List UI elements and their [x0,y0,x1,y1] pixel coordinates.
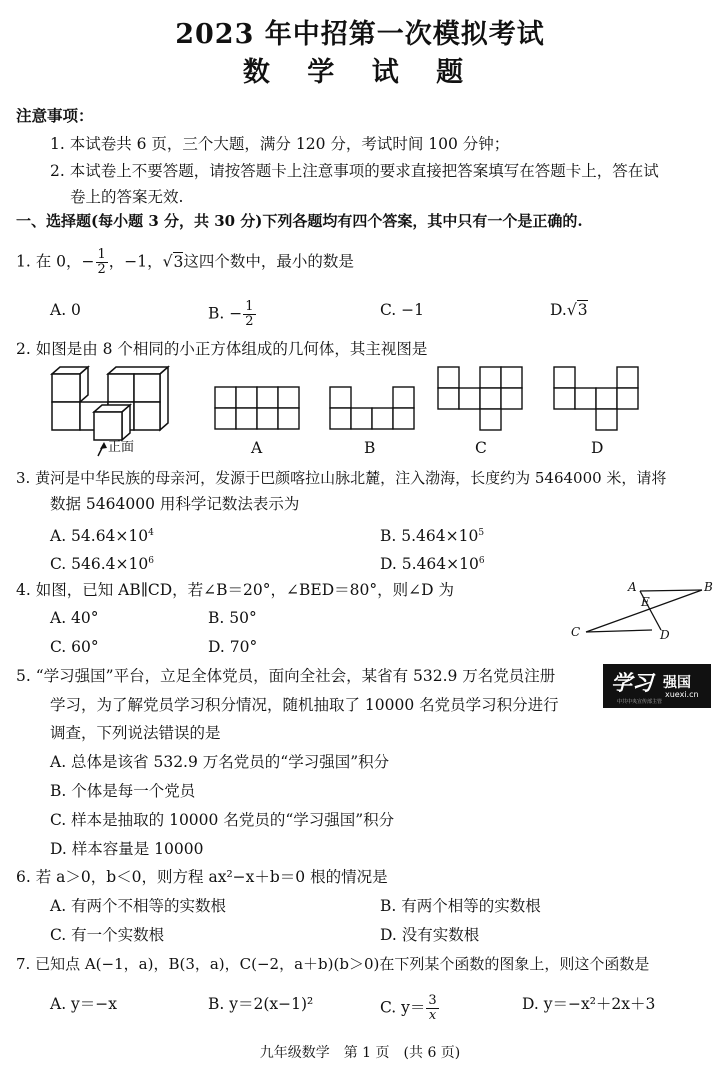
q4-option-b: B. 50° [208,609,257,627]
q2-stem: 2. 如图是由 8 个相同的小正方体组成的几何体，其主视图是 [16,340,428,358]
fig-label-a: A [628,580,637,594]
view-label-b: B [364,439,376,457]
q7-stem: 7. 已知点 A(−1，a)，B(3，a)，C(−2，a＋b)(b＞0)在下列某个函数的图象上，则这个函数是 [16,955,650,973]
q3-stem-line2: 数据 5464000 用科学记数法表示为 [50,495,300,513]
q7-option-c: C. y＝ $\frac{3}{x}$ [380,993,437,1023]
fig-label-c: C [571,625,581,639]
section-heading: 一、选择题(每小题 3 分，共 30 分)下列各题均有四个答案，其中只有一个是正确的. [16,212,583,230]
q6-option-c: C. 有一个实数根 [50,926,165,944]
front-label: 正面 [108,440,135,455]
q5-option-d: D. 样本容量是 10000 [50,840,204,858]
exam-title: 2023 年中招第一次模拟考试 [175,19,545,50]
notice-item-2-cont: 卷上的答案无效. [70,188,184,206]
q7-option-b: B. y＝2(x−1)² [208,995,314,1013]
fig-label-d: D [660,628,670,642]
q6-option-d: D. 没有实数根 [380,926,480,944]
q7-option-d: D. y＝−x²＋2x＋3 [522,995,656,1013]
q5-stem-line3: 调查，下列说法错误的是 [50,724,221,742]
q5-stem-line2: 学习，为了解党员学习积分情况，随机抽取了 10000 名党员学习积分进行 [50,696,559,714]
q1-option-a: A. 0 [50,301,81,319]
q6-stem: 6. 若 a＞0，b＜0，则方程 ax²−x＋b＝0 根的情况是 [16,868,388,886]
fraction: $\frac{1}{2}$ [97,247,106,277]
q3-option-c: C. $546.4\times 10^6$ [50,555,154,574]
fig-label-e: E [641,595,650,609]
q1-option-b: B. − $\frac{1}{2}$ [208,299,254,329]
q3-stem-line1: 3. 黄河是中华民族的母亲河，发源于巴颜喀拉山脉北麓，注入渤海，长度约为 5464000 米，请将 [16,469,667,487]
q6-option-a: A. 有两个不相等的实数根 [50,897,227,915]
q3-option-b: B. $5.464\times 10^5$ [380,527,485,546]
q1-stem: 1. 在 0，− $\frac{1}{2}$ ，−1，√3这四个数中，最小的数是 [16,247,354,277]
subject-title: 数 学 试 题 [242,57,478,88]
q1-option-d: D.√3 [550,301,588,319]
xuexi-qiangguo-logo: 学习 强国 xuexi.cn 中共中央宣传部主管 [603,664,711,708]
view-label-a: A [251,439,263,457]
q4-option-c: C. 60° [50,638,99,656]
q1-option-c: C. −1 [380,301,425,319]
q7-option-a: A. y＝−x [50,995,118,1013]
q6-option-b: B. 有两个相等的实数根 [380,897,541,915]
page-footer: 九年级数学 第 1 页 (共 6 页) [259,1045,461,1061]
notice-item-2: 2. 本试卷上不要答题，请按答题卡上注意事项的要求直接把答案填写在答题卡上，答在试 [50,162,659,180]
q5-option-a: A. 总体是该省 532.9 万名党员的“学习强国”积分 [50,753,390,771]
q4-stem: 4. 如图，已知 AB∥CD，若∠B＝20°，∠BED＝80°，则∠D 为 [16,581,454,599]
q5-option-b: B. 个体是每一个党员 [50,782,196,800]
q4-option-a: A. 40° [50,609,99,627]
notice-heading: 注意事项： [16,106,94,125]
fig-label-b: B [704,580,713,594]
view-label-c: C [475,439,487,457]
q5-stem-line1: 5. “学习强国”平台，立足全体党员，面向全社会，某省有 532.9 万名党员注册 [16,667,556,685]
q3-option-a: A. $54.64\times 10^4$ [50,527,154,546]
q3-option-d: D. $5.464\times 10^6$ [380,555,485,574]
notice-item-1: 1. 本试卷共 6 页，三个大题，满分 120 分，考试时间 100 分钟； [50,135,510,153]
view-label-d: D [591,439,604,457]
q5-option-c: C. 样本是抽取的 10000 名党员的“学习强国”积分 [50,811,395,829]
q4-option-d: D. 70° [208,638,258,656]
